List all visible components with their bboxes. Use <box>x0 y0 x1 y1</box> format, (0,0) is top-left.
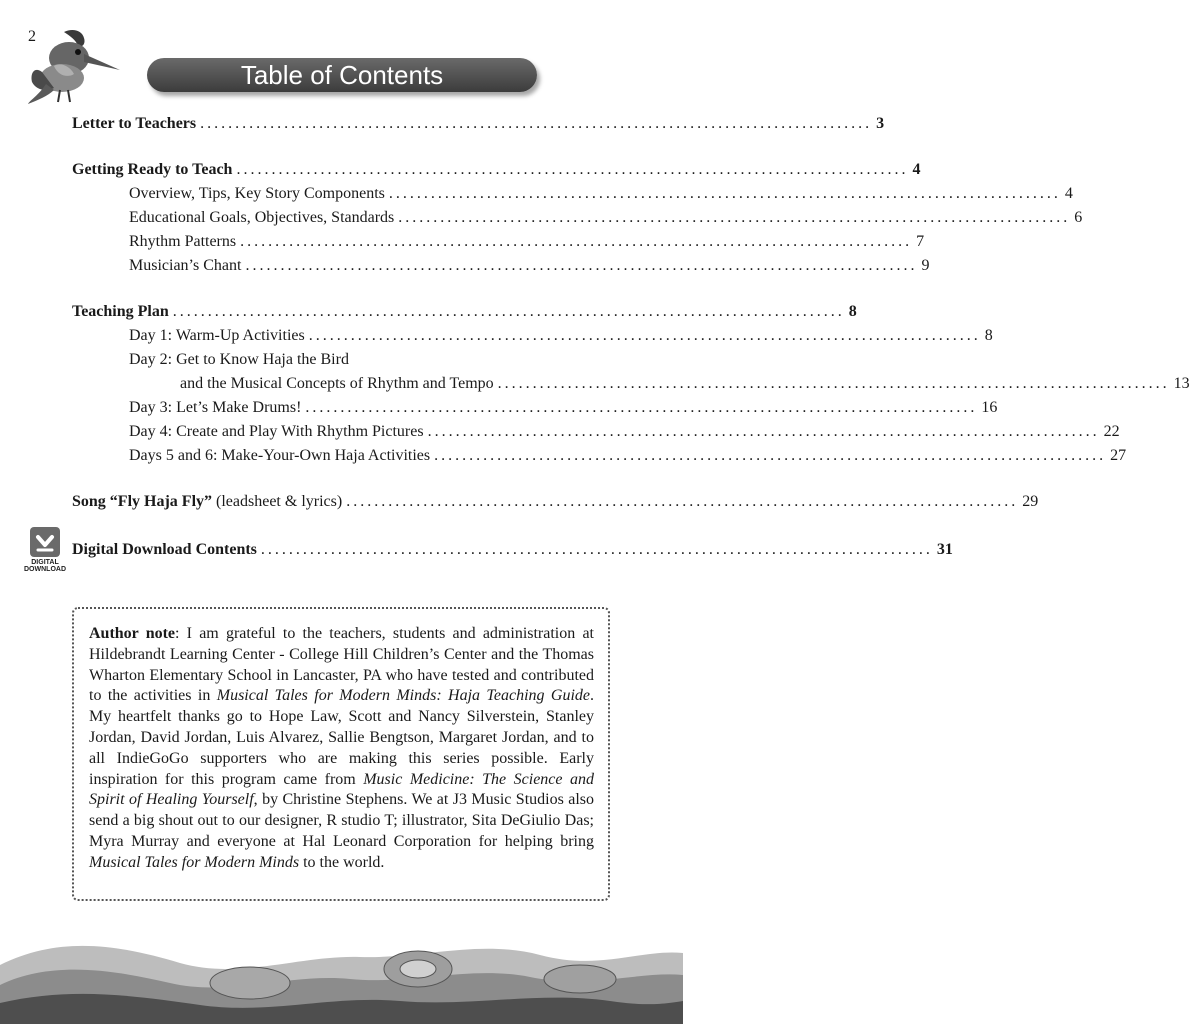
toc-entry-chant[interactable] <box>129 256 930 276</box>
toc-label: Overview, Tips, Key Story Components <box>129 185 385 202</box>
book-title: Musical Tales for Modern Minds: Haja Teaching Guide <box>216 687 590 705</box>
toc-label: Educational Goals, Objectives, Standards <box>129 209 395 226</box>
author-note-box <box>72 607 610 901</box>
dot-leader: ................................................................................................ <box>200 115 873 132</box>
toc-label-rest: (leadsheet & lyrics) <box>212 493 343 510</box>
toc-label-bold: Song “Fly Haja Fly” <box>72 493 213 510</box>
toc-entry-getting-ready[interactable] <box>72 160 921 180</box>
toc-page: 6 <box>1074 209 1083 226</box>
toc-entry-overview[interactable] <box>129 184 1073 204</box>
dot-leader: ................................................................................................ <box>172 303 845 320</box>
kingfisher-bird-illustration <box>24 26 124 108</box>
author-note-label: Author note <box>89 625 176 642</box>
digital-download-badge <box>18 559 72 573</box>
toc-page: 4 <box>912 161 921 178</box>
toc-label: Teaching Plan <box>72 303 169 320</box>
series-title: Musical Tales for Modern Minds <box>89 853 300 871</box>
toc-label <box>72 492 342 512</box>
toc-page: 13 <box>1173 375 1190 392</box>
toc-page: 27 <box>1110 447 1127 464</box>
dot-leader: ................................................................................................ <box>346 493 1019 510</box>
toc-label: Day 3: Let’s Make Drums! <box>129 399 302 416</box>
toc-label: Day 2: Get to Know Haja the Bird <box>129 351 349 368</box>
toc-entry-digital[interactable] <box>72 540 953 560</box>
dot-leader: ................................................................................................ <box>245 257 918 274</box>
toc-page: 3 <box>876 115 885 132</box>
toc-entry-letter[interactable] <box>72 114 885 134</box>
toc-entry-day1[interactable] <box>129 326 993 346</box>
toc-label: Rhythm Patterns <box>129 233 237 250</box>
dot-leader: ................................................................................................ <box>260 541 933 558</box>
toc-entry-song[interactable] <box>72 492 1039 512</box>
toc-entry-day3[interactable] <box>129 398 998 418</box>
toc-page: 31 <box>936 541 953 558</box>
dot-leader: ................................................................................................ <box>427 423 1100 440</box>
toc-page: 7 <box>916 233 925 250</box>
toc-page: 16 <box>981 399 998 416</box>
toc-entry-day4[interactable] <box>129 422 1120 442</box>
book-title: Music Medicine: The Science and Spirit of Healing Yourself <box>89 770 594 809</box>
decorative-landscape <box>0 925 683 1024</box>
dot-leader: ................................................................................................ <box>308 327 981 344</box>
dot-leader: ................................................................................................ <box>388 185 1061 202</box>
toc-label: Digital Download Contents <box>72 541 257 558</box>
toc-label: Days 5 and 6: Make-Your-Own Haja Activities <box>129 447 431 464</box>
toc-label: Day 1: Warm-Up Activities <box>129 327 305 344</box>
toc-label: Day 4: Create and Play With Rhythm Pictures <box>129 423 424 440</box>
toc-page: 4 <box>1064 185 1073 202</box>
toc-label: Getting Ready to Teach <box>72 161 233 178</box>
badge-line1: DIGITAL <box>31 559 59 566</box>
toc-page: 22 <box>1103 423 1120 440</box>
author-note-text: : I am grateful to the teachers, students and administration at Hildebrandt Learning Center - College Hill Children’s Center and the Thomas Wharton Elementary School in Lancaster, PA who have tested and contributed to the activities in <box>89 625 594 705</box>
toc-page: 8 <box>848 303 857 320</box>
dot-leader: ................................................................................................ <box>236 161 909 178</box>
badge-line2: DOWNLOAD <box>24 566 66 573</box>
toc-entry-day56[interactable] <box>129 446 1127 466</box>
dot-leader: ................................................................................................ <box>434 447 1107 464</box>
toc-page: 8 <box>984 327 993 344</box>
page-title: Table of Contents <box>147 58 537 92</box>
toc-entry-day2-continued[interactable] <box>180 374 1190 394</box>
page-number: 2 <box>28 28 36 45</box>
toc-label: and the Musical Concepts of Rhythm and Tempo <box>180 375 494 392</box>
toc-entry-goals[interactable] <box>129 208 1083 228</box>
toc-label: Letter to Teachers <box>72 115 197 132</box>
toc-entry-rhythm[interactable] <box>129 232 925 252</box>
dot-leader: ................................................................................................ <box>240 233 913 250</box>
dot-leader: ................................................................................................ <box>497 375 1170 392</box>
dot-leader: ................................................................................................ <box>398 209 1071 226</box>
toc-entry-teaching-plan[interactable] <box>72 302 857 322</box>
author-note-text: to the world. <box>299 853 385 871</box>
toc-entry-day2[interactable] <box>129 350 613 370</box>
author-note-text: , by Christine Stephens. We at J3 Music Studios also send a big shout out to our designer, R studio T; illustrator, Sita DeGiulio Das; Myra Murray and everyone at Hal Leonard Corporation for helping bring <box>89 791 594 850</box>
author-note-text: . My heartfelt thanks go to Hope Law, Scott and Nancy Silverstein, Stanley Jordan, David Jordan, Luis Alvarez, Sallie Bengtson, Margaret Jordan, and to all IndieGoGo supporters who are making this series possible. Early inspiration for this program came from <box>89 687 594 788</box>
toc-label: Musician’s Chant <box>129 257 242 274</box>
toc-page: 29 <box>1022 493 1039 510</box>
toc-page: 9 <box>921 257 930 274</box>
dot-leader: ................................................................................................ <box>305 399 978 416</box>
